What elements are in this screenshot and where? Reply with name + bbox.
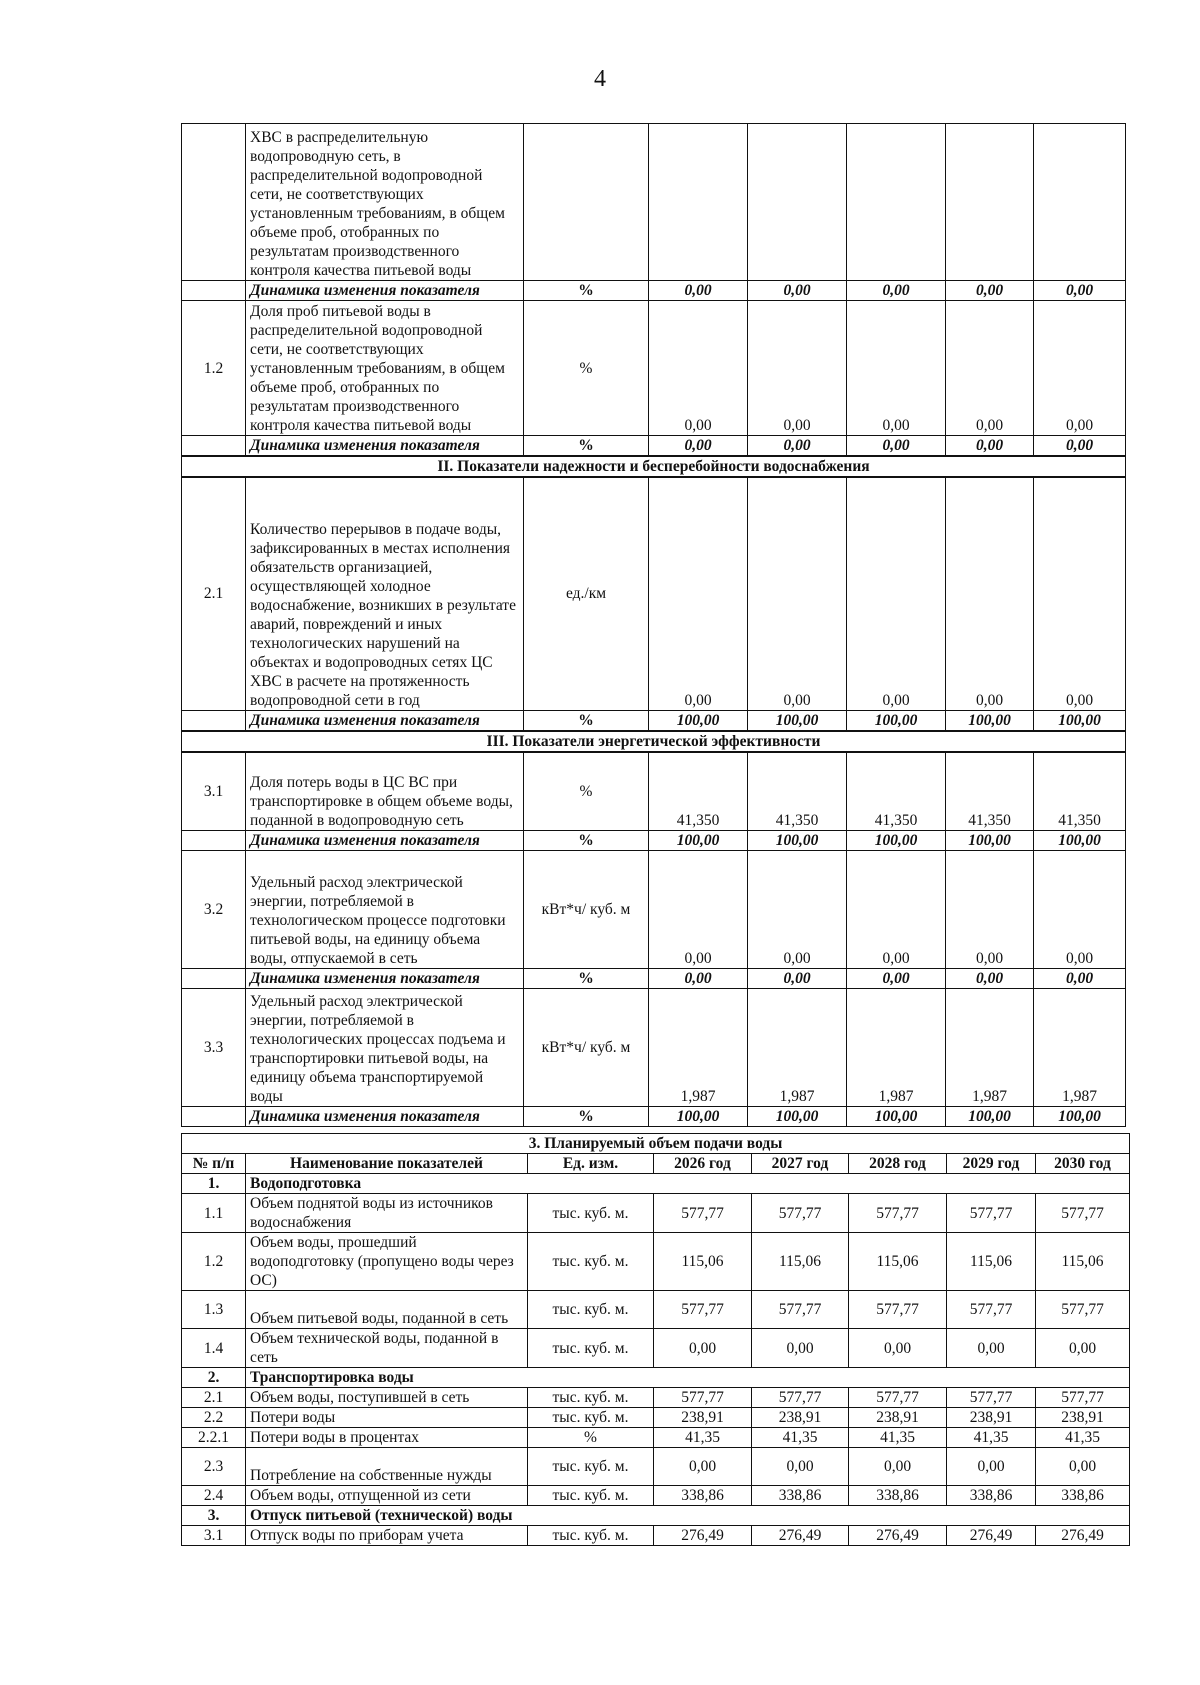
group-name: Транспортировка воды <box>246 1368 1130 1388</box>
indicator-3-3-row <box>182 989 1126 1107</box>
table-row <box>182 1329 1130 1368</box>
value-2028: 0,00 <box>847 969 946 989</box>
value-2027: 41,35 <box>752 1428 849 1448</box>
indicator-unit: тыс. куб. м. <box>528 1486 654 1506</box>
indicator-unit: тыс. куб. м. <box>528 1388 654 1408</box>
value-2026: 100,00 <box>649 831 748 851</box>
value-2030: 0,00 <box>1034 301 1126 436</box>
value-2027: 1,987 <box>748 989 847 1107</box>
value-2030: 0,00 <box>1034 477 1126 710</box>
indicator-1-2-row <box>182 301 1126 436</box>
row-number: 1.1 <box>182 1194 246 1233</box>
value-2030: 338,86 <box>1036 1486 1130 1506</box>
table-row <box>182 1194 1130 1233</box>
table-row <box>182 1291 1130 1329</box>
value-2026: 115,06 <box>654 1233 752 1291</box>
dynamics-unit: % <box>524 831 649 851</box>
value-2027: 0,00 <box>752 1329 849 1368</box>
value-2030: 1,987 <box>1034 989 1126 1107</box>
value-2030: 100,00 <box>1034 710 1126 731</box>
value-2030: 0,00 <box>1034 436 1126 457</box>
value-2027: 577,77 <box>752 1388 849 1408</box>
value-2027: 0,00 <box>748 851 847 969</box>
value-2028: 0,00 <box>847 301 946 436</box>
value-2026: 238,91 <box>654 1408 752 1428</box>
row-number: 2.1 <box>182 477 246 710</box>
dynamics-row <box>182 969 1126 989</box>
value-2030: 0,00 <box>1036 1329 1130 1368</box>
value-2026: 41,35 <box>654 1428 752 1448</box>
indicator-unit: тыс. куб. м. <box>528 1329 654 1368</box>
value-2027: 0,00 <box>748 477 847 710</box>
row-number: 1.3 <box>182 1291 246 1329</box>
group-row <box>182 1506 1130 1526</box>
indicator-unit: кВт*ч/ куб. м <box>524 851 649 969</box>
value-2028: 338,86 <box>849 1486 947 1506</box>
value-2026: 276,49 <box>654 1526 752 1546</box>
dynamics-unit: % <box>524 1107 649 1127</box>
value-2028: 0,00 <box>847 851 946 969</box>
table-title: 3. Планируемый объем подачи воды <box>182 1134 1130 1154</box>
value-2030: 276,49 <box>1036 1526 1130 1546</box>
value-2028: 100,00 <box>847 1107 946 1127</box>
indicator-name: Объем поднятой воды из источников водоснабжения <box>246 1194 528 1233</box>
dynamics-row <box>182 436 1126 457</box>
value-2027: 100,00 <box>748 831 847 851</box>
section-heading-row <box>182 731 1126 752</box>
group-name: Отпуск питьевой (технической) воды <box>246 1506 1130 1526</box>
indicator-2-1-row <box>182 477 1126 710</box>
value-2029: 0,00 <box>947 1329 1036 1368</box>
value-2030: 0,00 <box>1034 281 1126 301</box>
value-2026: 0,00 <box>654 1448 752 1486</box>
indicator-name: Объем воды, отпущенной из сети <box>246 1486 528 1506</box>
value-2029: 0,00 <box>947 1448 1036 1486</box>
indicators-table <box>181 123 1126 1127</box>
value-2026: 0,00 <box>649 281 748 301</box>
indicator-unit: тыс. куб. м. <box>528 1448 654 1486</box>
dynamics-row <box>182 710 1126 731</box>
value-2028: 577,77 <box>849 1291 947 1329</box>
row-number: 3.1 <box>182 1526 246 1546</box>
value-2028: 577,77 <box>849 1388 947 1408</box>
value-2029: 238,91 <box>947 1408 1036 1428</box>
table-row <box>182 1448 1130 1486</box>
dynamics-row <box>182 281 1126 301</box>
dynamics-unit: % <box>524 969 649 989</box>
value-2027: 276,49 <box>752 1526 849 1546</box>
row-number: 3. <box>182 1506 246 1526</box>
value-2026: 0,00 <box>654 1329 752 1368</box>
value-2027: 0,00 <box>748 436 847 457</box>
value-2026: 0,00 <box>649 301 748 436</box>
table-title-row <box>182 1134 1130 1154</box>
value-2030: 100,00 <box>1034 1107 1126 1127</box>
indicator-name: Удельный расход электрической энергии, потребляемой в технологических процессах подъема и транспортировки питьевой воды, на единицу объема транспортируемой воды <box>246 989 524 1107</box>
table-header-row <box>182 1154 1130 1174</box>
row-number: 3.3 <box>182 989 246 1107</box>
value-2029: 338,86 <box>947 1486 1036 1506</box>
section-title: III. Показатели энергетической эффективности <box>182 731 1126 752</box>
value-2028: 577,77 <box>849 1194 947 1233</box>
value-2029: 276,49 <box>947 1526 1036 1546</box>
row-number: 1.4 <box>182 1329 246 1368</box>
indicator-1-1-row <box>182 124 1126 281</box>
value-2029: 0,00 <box>946 477 1034 710</box>
value-2026: 577,77 <box>654 1194 752 1233</box>
row-number <box>182 124 246 281</box>
indicator-3-1-row <box>182 752 1126 831</box>
table-row <box>182 1388 1130 1408</box>
table-row <box>182 1233 1130 1291</box>
dynamics-label: Динамика изменения показателя <box>246 969 524 989</box>
indicator-unit: тыс. куб. м. <box>528 1526 654 1546</box>
header-num: № п/п <box>182 1154 246 1174</box>
row-number: 1.2 <box>182 301 246 436</box>
table-row <box>182 1526 1130 1546</box>
value-2027: 0,00 <box>748 301 847 436</box>
value-2028: 276,49 <box>849 1526 947 1546</box>
indicator-unit: % <box>524 752 649 831</box>
row-number: 3.2 <box>182 851 246 969</box>
value-2026: 0,00 <box>649 851 748 969</box>
value-2028: 115,06 <box>849 1233 947 1291</box>
row-number: 2.1 <box>182 1388 246 1408</box>
indicator-unit: кВт*ч/ куб. м <box>524 989 649 1107</box>
header-name: Наименование показателей <box>246 1154 528 1174</box>
indicator-name: Объем технической воды, поданной в сеть <box>246 1329 528 1368</box>
value-2028: 41,35 <box>849 1428 947 1448</box>
value-2026: 577,77 <box>654 1291 752 1329</box>
value-2029: 100,00 <box>946 710 1034 731</box>
value-2028: 0,00 <box>847 477 946 710</box>
header-unit: Ед. изм. <box>528 1154 654 1174</box>
value-2029: 577,77 <box>947 1388 1036 1408</box>
value-2027: 115,06 <box>752 1233 849 1291</box>
row-number: 1.2 <box>182 1233 246 1291</box>
value-2027: 577,77 <box>752 1291 849 1329</box>
indicator-name: Объем воды, прошедший водоподготовку (пропущено воды через ОС) <box>246 1233 528 1291</box>
value-2027: 0,00 <box>752 1448 849 1486</box>
table-row <box>182 1408 1130 1428</box>
value-2029: 0,00 <box>946 436 1034 457</box>
value-2027: 0,00 <box>748 281 847 301</box>
indicator-name: Доля потерь воды в ЦС ВС при транспортировке в общем объеме воды, поданной в водопроводную сеть <box>246 752 524 831</box>
value-2027: 338,86 <box>752 1486 849 1506</box>
header-2027: 2027 год <box>752 1154 849 1174</box>
dynamics-unit: % <box>524 710 649 731</box>
indicator-name: Доля проб питьевой воды в распределительной водопроводной сети, не соответствующих установленным требованиям, в общем объеме проб, отобранных по результатам производственного контроля качества питьевой воды <box>246 301 524 436</box>
table-row <box>182 1428 1130 1448</box>
value-2030: 115,06 <box>1036 1233 1130 1291</box>
dynamics-label: Динамика изменения показателя <box>246 1107 524 1127</box>
value-2028: 100,00 <box>847 710 946 731</box>
dynamics-unit: % <box>524 281 649 301</box>
value-2027: 0,00 <box>748 969 847 989</box>
value-2030: 41,35 <box>1036 1428 1130 1448</box>
value-2029: 0,00 <box>946 301 1034 436</box>
value-2029: 0,00 <box>946 969 1034 989</box>
indicator-name: Удельный расход электрической энергии, потребляемой в технологическом процессе подготовки питьевой воды, на единицу объема воды, отпускаемой в сеть <box>246 851 524 969</box>
value-2027: 238,91 <box>752 1408 849 1428</box>
indicator-unit: тыс. куб. м. <box>528 1408 654 1428</box>
group-row <box>182 1174 1130 1194</box>
section-title: II. Показатели надежности и бесперебойности водоснабжения <box>182 456 1126 477</box>
value-2028: 1,987 <box>847 989 946 1107</box>
dynamics-label: Динамика изменения показателя <box>246 710 524 731</box>
value-2028: 0,00 <box>849 1329 947 1368</box>
indicator-unit: тыс. куб. м. <box>528 1233 654 1291</box>
value-2026: 1,987 <box>649 989 748 1107</box>
table-row <box>182 1486 1130 1506</box>
indicator-name: Отпуск воды по приборам учета <box>246 1526 528 1546</box>
group-row <box>182 1368 1130 1388</box>
header-2029: 2029 год <box>947 1154 1036 1174</box>
indicator-unit: тыс. куб. м. <box>528 1194 654 1233</box>
indicator-3-2-row <box>182 851 1126 969</box>
dynamics-label: Динамика изменения показателя <box>246 436 524 457</box>
indicator-name: ХВС в распределительную водопроводную сеть, в распределительной водопроводной сети, не соответствующих установленным требованиям, в общем объеме проб, отобранных по результатам производственного контроля качества питьевой воды <box>246 124 524 281</box>
group-name: Водоподготовка <box>246 1174 1130 1194</box>
value-2030: 577,77 <box>1036 1194 1130 1233</box>
value-2027: 100,00 <box>748 710 847 731</box>
value-2030: 41,350 <box>1034 752 1126 831</box>
row-number: 2. <box>182 1368 246 1388</box>
dynamics-label: Динамика изменения показателя <box>246 281 524 301</box>
value-2026: 100,00 <box>649 1107 748 1127</box>
header-2028: 2028 год <box>849 1154 947 1174</box>
value-2026: 100,00 <box>649 710 748 731</box>
value-2029: 115,06 <box>947 1233 1036 1291</box>
row-number: 2.3 <box>182 1448 246 1486</box>
value-2027: 100,00 <box>748 1107 847 1127</box>
value-2029: 0,00 <box>946 851 1034 969</box>
value-2028: 238,91 <box>849 1408 947 1428</box>
value-2030: 0,00 <box>1034 851 1126 969</box>
value-2028: 0,00 <box>849 1448 947 1486</box>
value-2029: 0,00 <box>946 281 1034 301</box>
row-number: 2.2 <box>182 1408 246 1428</box>
indicator-name: Количество перерывов в подаче воды, зафиксированных в местах исполнения обязательств организацией, осуществляющей холодное водоснабжение, возникших в результате аварий, повреждений и иных технологических нарушений на объектах и водопроводных сетях ЦС ХВС в расчете на протяженность водопроводной сети в год <box>246 477 524 710</box>
value-2030: 238,91 <box>1036 1408 1130 1428</box>
indicator-unit: тыс. куб. м. <box>528 1291 654 1329</box>
value-2028: 0,00 <box>847 281 946 301</box>
dynamics-row <box>182 1107 1126 1127</box>
value-2029: 100,00 <box>946 831 1034 851</box>
header-2030: 2030 год <box>1036 1154 1130 1174</box>
value-2030: 577,77 <box>1036 1291 1130 1329</box>
indicator-name: Потребление на собственные нужды <box>246 1448 528 1486</box>
indicator-unit: % <box>524 301 649 436</box>
planned-volume-table <box>181 1133 1130 1546</box>
value-2026: 0,00 <box>649 477 748 710</box>
row-number: 2.2.1 <box>182 1428 246 1448</box>
value-2030: 0,00 <box>1036 1448 1130 1486</box>
header-2026: 2026 год <box>654 1154 752 1174</box>
indicator-unit: ед./км <box>524 477 649 710</box>
indicator-unit: % <box>528 1428 654 1448</box>
page-number: 4 <box>594 66 606 92</box>
value-2030: 577,77 <box>1036 1388 1130 1408</box>
value-2028: 0,00 <box>847 436 946 457</box>
dynamics-label: Динамика изменения показателя <box>246 831 524 851</box>
value-2029: 100,00 <box>946 1107 1034 1127</box>
value-2029: 1,987 <box>946 989 1034 1107</box>
value-2026: 577,77 <box>654 1388 752 1408</box>
value-2028: 100,00 <box>847 831 946 851</box>
value-2029: 41,350 <box>946 752 1034 831</box>
value-2028: 41,350 <box>847 752 946 831</box>
indicator-name: Объем воды, поступившей в сеть <box>246 1388 528 1408</box>
section-heading-row <box>182 456 1126 477</box>
value-2029: 577,77 <box>947 1291 1036 1329</box>
value-2026: 41,350 <box>649 752 748 831</box>
value-2029: 577,77 <box>947 1194 1036 1233</box>
row-number: 2.4 <box>182 1486 246 1506</box>
value-2026: 338,86 <box>654 1486 752 1506</box>
indicator-name: Потери воды <box>246 1408 528 1428</box>
indicator-name: Объем питьевой воды, поданной в сеть <box>246 1291 528 1329</box>
value-2027: 577,77 <box>752 1194 849 1233</box>
row-number: 1. <box>182 1174 246 1194</box>
indicator-name: Потери воды в процентах <box>246 1428 528 1448</box>
value-2026: 0,00 <box>649 436 748 457</box>
row-number: 3.1 <box>182 752 246 831</box>
dynamics-unit: % <box>524 436 649 457</box>
value-2030: 100,00 <box>1034 831 1126 851</box>
value-2027: 41,350 <box>748 752 847 831</box>
value-2030: 0,00 <box>1034 969 1126 989</box>
value-2026: 0,00 <box>649 969 748 989</box>
value-2029: 41,35 <box>947 1428 1036 1448</box>
dynamics-row <box>182 831 1126 851</box>
